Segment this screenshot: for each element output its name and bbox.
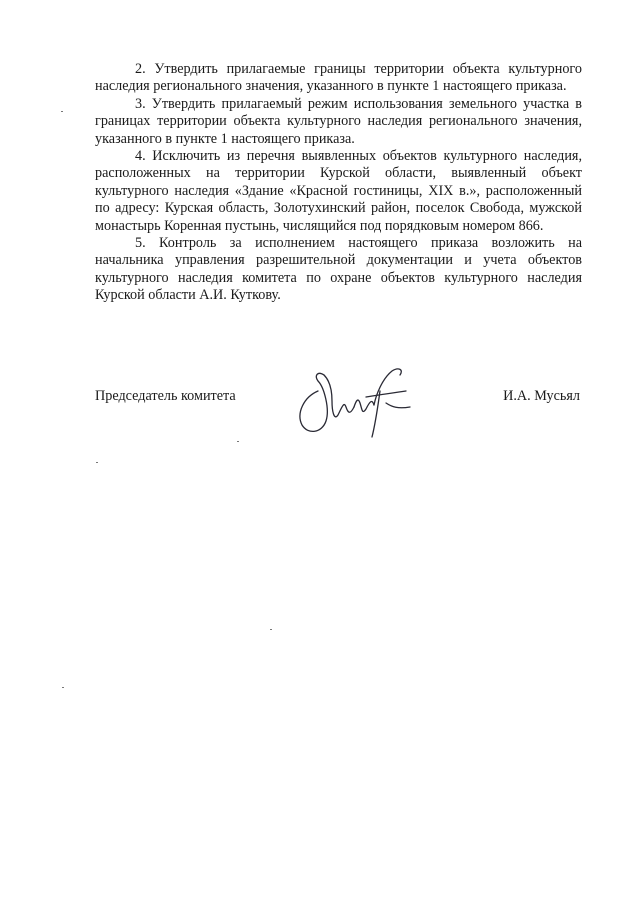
paragraph-item-5: 5. Контроль за исполнением настоящего приказа возложить на начальника управления разрешительной документации и учета объектов культурного наследия комитета по охране объектов культурного наследия Курской области А.И. Куткову. (95, 235, 582, 304)
paragraph-item-4: 4. Исключить из перечня выявленных объектов культурного наследия, расположенных на территории Курской области, выявленный объект культурного наследия «Здание «Красной гостиницы, XIX в.», расположенный по адресу: Курская область, Золотухинский район, поселок Свобода, мужской монастырь Коренная пустынь, числящийся под порядковым номером 866. (95, 148, 582, 234)
scan-mark (62, 687, 64, 688)
paragraph-item-3: 3. Утвердить прилагаемый режим использования земельного участка в границах территории объекта культурного наследия регионального значения, указанного в пункте 1 настоящего приказа. (95, 95, 582, 147)
scan-mark (270, 629, 272, 630)
handwritten-signature (288, 361, 418, 443)
signatory-title: Председатель комитета (95, 388, 236, 404)
signatory-name: И.А. Мусьял (503, 388, 580, 404)
scan-mark (96, 462, 98, 463)
order-body (95, 61, 582, 305)
scan-mark (61, 111, 63, 112)
paragraph-item-2: 2. Утвердить прилагаемые границы территории объекта культурного наследия регионального значения, указанного в пункте 1 настоящего приказа. (95, 61, 582, 95)
scan-mark (237, 441, 239, 442)
